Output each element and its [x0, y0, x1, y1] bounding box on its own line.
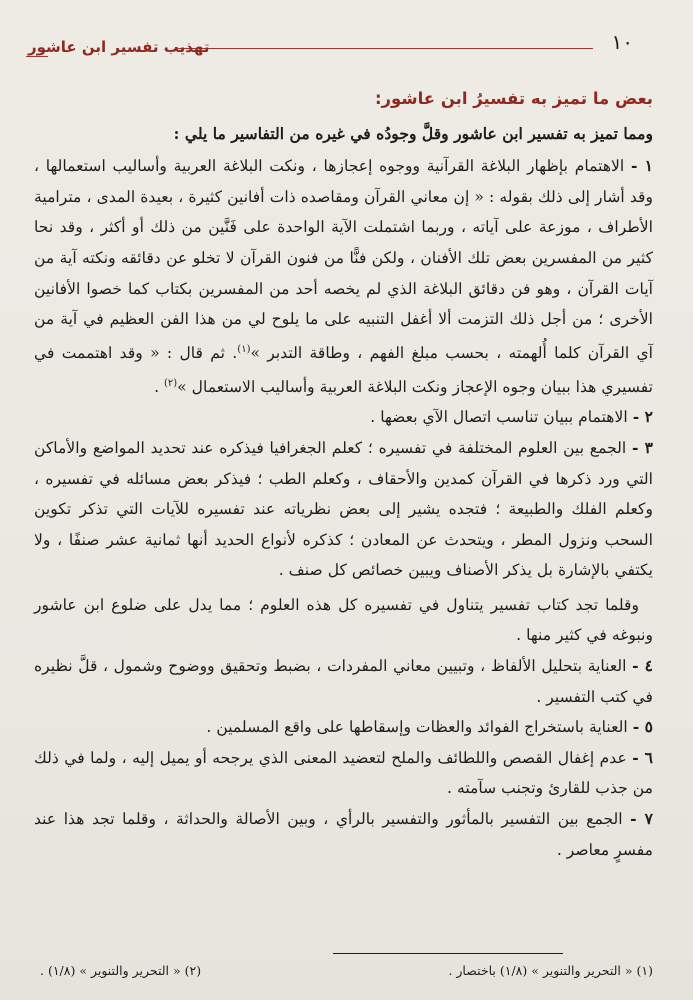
item-text: العناية باستخراج الفوائد والعظات وإسقاطها على واقع المسلمين . — [206, 718, 633, 737]
section-heading: بعض ما تميز به تفسيرُ ابن عاشور: — [374, 89, 653, 108]
list-item-7 — [34, 804, 653, 865]
item-text: الاهتمام ببيان تناسب اتصال الآي بعضها . — [370, 408, 633, 427]
page-header — [28, 30, 633, 60]
list-item-5 — [34, 712, 653, 743]
list-item-6 — [34, 743, 653, 804]
item-number: ٥ - — [632, 717, 653, 737]
footnote-rule — [333, 953, 563, 954]
item-text-cont: . ثم قال : « وقد اهتممت في تفسيري هذا ببيان وجوه الإعجاز ونكت البلاغة العربية وأساليب الاستعمال » — [34, 343, 653, 396]
footnote-2: (٢) « التحرير والتنوير » (١/٨) . — [40, 963, 202, 978]
list-item-3 — [34, 433, 653, 586]
item-text: الاهتمام بإظهار البلاغة القرآنية ووجوه إعجازها ، ونكت البلاغة العربية وأساليب استعمالها ، وقد أشار إلى ذلك بقوله : « إن معاني القرآن ومقاصده ذات أفانين كثيرة ، بعيدة المدى ، مترامية الأطراف ، موزعة على آياته ، وربما اشتملت الآية الواحدة على فَنَّين من ذلك أو أكثر ، وقد نحا كثير من المفسرين بعض تلك الأفنان ، ولكن فنًّا من فنون القرآن لا تخلو عن دقائقه ونكته آية من آيات القرآن ، وهو فن دقائق البلاغة الذي لم يخصه أحد من المفسرين بكتاب كما خصوا الأفانين الأخرى ؛ من أجل ذلك التزمت ألا أغفل التنبيه على ما يلوح لي من هذا الفن العظيم في آية من آي القرآن كلما أُلهمته ، بحسب مبلغ الفهم ، وطاقة التدبر » — [34, 157, 653, 362]
footnote-1: (١) « التحرير والتنوير » (١/٨) باختصار . — [448, 963, 653, 978]
item-number: ٦ - — [632, 747, 654, 767]
footnote-ref-1: (١) — [237, 343, 251, 355]
item-number: ١ - — [630, 156, 653, 176]
header-rule-end — [26, 56, 48, 57]
running-title: تهذيب تفسير ابن عاشور — [28, 38, 210, 56]
main-text — [34, 84, 653, 865]
list-item-4 — [34, 651, 653, 712]
item-number: ٣ - — [631, 437, 653, 457]
footnotes — [40, 953, 653, 980]
item-text: الجمع بين العلوم المختلفة في تفسيره ؛ كعلم الجغرافيا فيذكره عند تحديد المواضع والأماكن التي ورد ذكرها في القرآن كمدين والأحقاف ، وكعلم الطب ؛ فيذكر بعض مسائله في تفسيره ، وكعلم الفلك والطبيعة ؛ فتجده يشير إلى بعض نظرياته عند تفسيره للآيات التي تذكر تكوين السحب ونزول المطر ، ويتحدث عن المعادن ؛ كذكره لأنواع الحديد أنها ثمانية عشر صنفًا ، ولا يكتفي بالإشارة بل يذكر الأصناف ويبين خصائص كل صنف . — [34, 438, 653, 580]
header-rule — [178, 48, 593, 49]
item-text: عدم إغفال القصص واللطائف والملح لتعضيد المعنى الذي يرجحه أو يميل إليه ، ولما في ذلك من جذب للقارئ وتجنب سآمته . — [34, 748, 653, 798]
item-number: ٧ - — [630, 809, 653, 829]
footnote-ref-2: (٢) — [163, 377, 178, 389]
list-item-1 — [34, 151, 653, 402]
item-text-end: . — [154, 377, 164, 396]
item-number: ٢ - — [632, 407, 653, 427]
item-number: ٤ - — [632, 656, 653, 676]
intro-paragraph: ومما تميز به تفسير ابن عاشور وقلَّ وجودُه في غيره من التفاسير ما يلي : — [173, 123, 653, 143]
page-number: ١٠ — [611, 30, 633, 54]
item-text: الجمع بين التفسير بالمأثور والتفسير بالرأي ، وبين الأصالة والحداثة ، وقلما تجد هذا عند مفسرٍ معاصر . — [34, 810, 653, 859]
continuation-paragraph: وقلما تجد كتاب تفسير يتناول في تفسيره كل هذه العلوم ؛ مما يدل على ضلوع ابن عاشور ونبوغه في كثير منها . — [34, 595, 653, 645]
list-item-2 — [34, 402, 653, 433]
item-text: العناية بتحليل الألفاظ ، وتبيين معاني المفردات ، بضبط وتحقيق ووضوح وشمول ، قلَّ نظيره في كتب التفسير . — [34, 657, 653, 706]
